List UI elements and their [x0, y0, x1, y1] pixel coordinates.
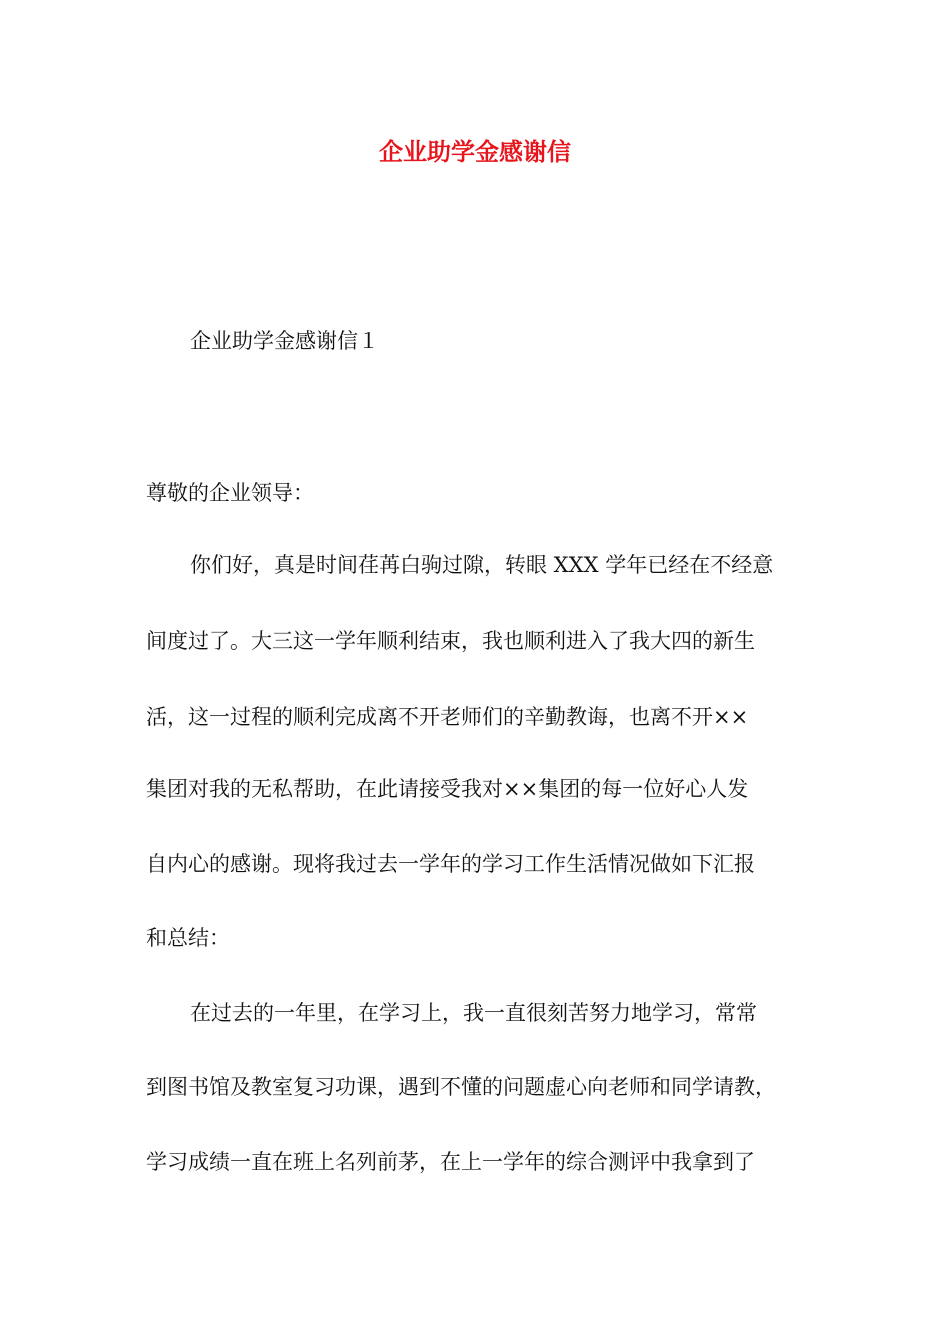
- paragraph-line: 自内心的感谢。现将我过去一学年的学习工作生活情况做如下汇报: [146, 852, 755, 876]
- salutation: 尊敬的企业领导：: [146, 481, 314, 505]
- paragraph-line: 集团对我的无私帮助，在此请接受我对××集团的每一位好心人发: [146, 777, 749, 801]
- paragraph-line: 活，这一过程的顺利完成离不开老师们的辛勤教诲，也离不开××: [146, 705, 749, 729]
- paragraph-line: 和总结：: [146, 926, 230, 950]
- letter-heading: 企业助学金感谢信１: [190, 329, 379, 353]
- paragraph-line: 学习成绩一直在班上名列前茅，在上一学年的综合测评中我拿到了: [146, 1150, 755, 1174]
- paragraph-line: 到图书馆及教室复习功课，遇到不懂的问题虚心向老师和同学请教，: [146, 1075, 776, 1099]
- paragraph-line: 间度过了。大三这一学年顺利结束，我也顺利进入了我大四的新生: [146, 629, 755, 653]
- document-title: 企业助学金感谢信: [379, 137, 571, 166]
- paragraph-line: 在过去的一年里，在学习上，我一直很刻苦努力地学习，常常: [190, 1001, 757, 1025]
- paragraph-line: 你们好，真是时间荏苒白驹过隙，转眼 XXX 学年已经在不经意: [190, 553, 774, 577]
